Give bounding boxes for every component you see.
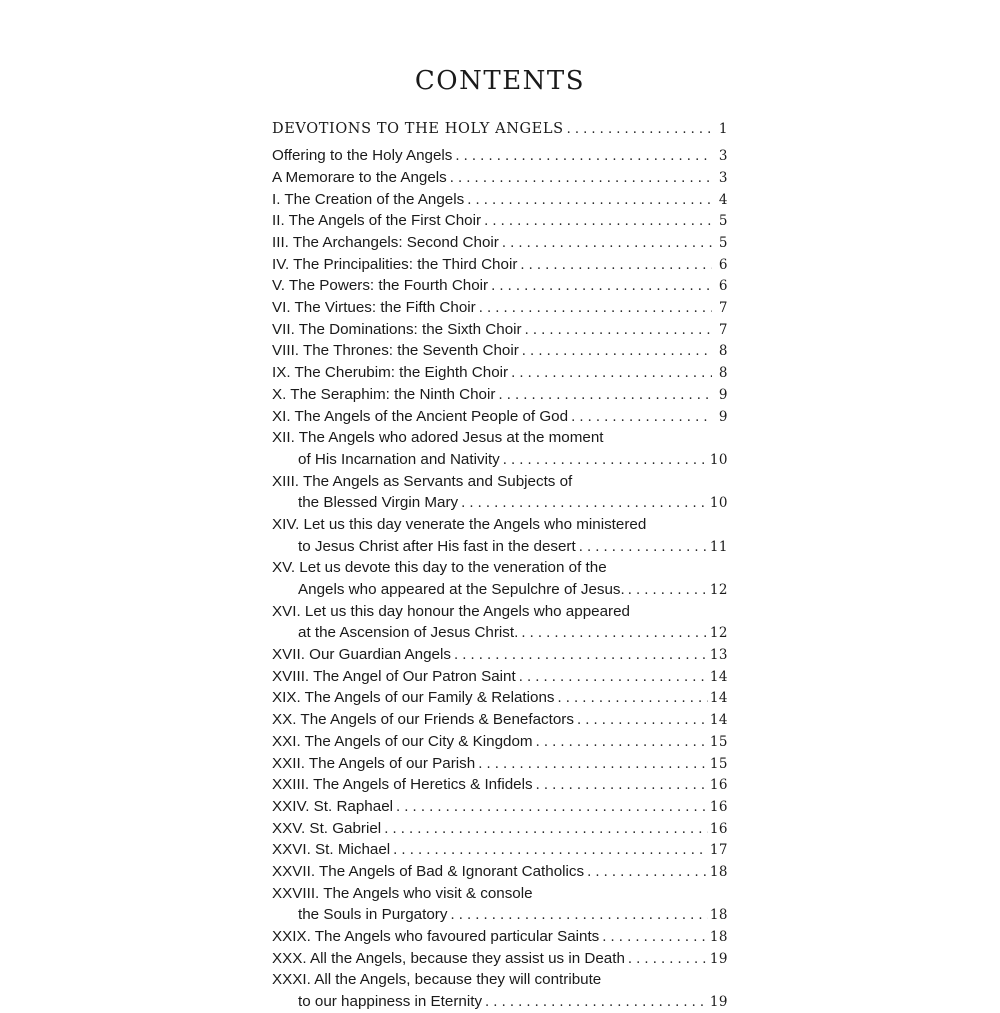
dot-leader (396, 797, 708, 818)
toc-line (272, 774, 728, 796)
dot-leader (577, 710, 708, 731)
toc-line (272, 167, 728, 189)
toc-entry-title: XXII. The Angels of our Parish (272, 754, 476, 772)
toc-entry (272, 687, 728, 709)
toc-line (272, 948, 728, 970)
toc-entry (272, 427, 728, 470)
toc-page-number: 16 (709, 777, 728, 794)
toc-entry-title: VIII. The Thrones: the Seventh Choir (272, 342, 519, 360)
toc-page-number: 13 (709, 647, 728, 664)
toc-page-number: 8 (718, 365, 728, 382)
toc-entry-title: II. The Angels of the First Choir (272, 212, 482, 230)
toc-page-number: 1 (718, 121, 728, 137)
toc-line (272, 319, 728, 341)
toc-line (272, 406, 728, 428)
toc-entry-title: XXIII. The Angels of Heretics & Infidels (272, 776, 533, 794)
toc-entry-title: XVII. Our Guardian Angels (272, 646, 451, 664)
dot-leader (628, 949, 708, 970)
toc-entry (272, 362, 728, 384)
toc-line (272, 471, 728, 493)
dot-leader (450, 905, 707, 926)
toc-page-number: 7 (718, 300, 728, 317)
toc-entry (272, 340, 728, 362)
toc-entry (272, 753, 728, 775)
toc-line (272, 622, 728, 644)
toc-line (272, 926, 728, 948)
toc-line (272, 687, 728, 709)
toc-entry (272, 384, 728, 406)
dot-leader (461, 493, 708, 514)
toc-entry-title: of His Incarnation and Nativity (298, 450, 500, 468)
toc-entry-title: A Memorare to the Angels (272, 168, 447, 186)
toc-page-number: 19 (709, 950, 728, 967)
toc-entry (272, 839, 728, 861)
toc-entry-title: XV. Let us devote this day to the veneration of the (272, 559, 607, 577)
toc-line (272, 579, 728, 601)
toc-page-number: 3 (718, 169, 728, 186)
toc-entry (272, 666, 728, 688)
dot-leader (628, 580, 708, 601)
dot-leader (455, 146, 712, 167)
toc-entry-title: at the Ascension of Jesus Christ. (298, 624, 519, 642)
toc-page-number: 6 (718, 278, 728, 295)
toc-page-number: 15 (709, 733, 728, 750)
toc-line (272, 384, 728, 406)
toc-page-number: 18 (709, 929, 728, 946)
toc-line (272, 861, 728, 883)
toc-entry-title: VI. The Virtues: the Fifth Choir (272, 299, 476, 317)
dot-leader (511, 363, 712, 384)
toc-entry-title: V. The Powers: the Fourth Choir (272, 277, 489, 295)
toc-page-number: 12 (709, 625, 728, 642)
dot-leader (521, 623, 707, 644)
toc-entry (272, 514, 728, 557)
toc-entry (272, 254, 728, 276)
toc-entry-title: III. The Archangels: Second Choir (272, 234, 499, 252)
toc-page-number: 17 (709, 842, 728, 859)
toc-line (272, 796, 728, 818)
toc-entry (272, 774, 728, 796)
toc-page-number: 14 (709, 668, 728, 685)
toc-entry-title: IX. The Cherubim: the Eighth Choir (272, 364, 509, 382)
toc-line (272, 514, 728, 536)
dot-leader (485, 992, 708, 1013)
toc-entry (272, 731, 728, 753)
toc-entry (272, 189, 728, 211)
dot-leader (503, 450, 708, 471)
toc-entry (272, 557, 728, 600)
toc-line (272, 340, 728, 362)
toc-entry (272, 883, 728, 926)
toc-line (272, 189, 728, 211)
toc-entry-title: IV. The Principalities: the Third Choir (272, 255, 518, 273)
page-title: CONTENTS (414, 66, 586, 96)
toc-line (272, 145, 728, 167)
toc-entry-title: I. The Creation of the Angels (272, 190, 465, 208)
toc-entry (272, 709, 728, 731)
toc-line (272, 709, 728, 731)
toc-entry-title: XX. The Angels of our Friends & Benefactors (272, 711, 574, 729)
toc-line (272, 297, 728, 319)
toc-page-number: 9 (718, 408, 728, 425)
toc-line (272, 818, 728, 840)
toc-entry (272, 601, 728, 644)
dot-leader (467, 190, 712, 211)
dot-leader (522, 341, 712, 362)
dot-leader (571, 407, 712, 428)
toc-entry (272, 471, 728, 514)
toc-entry (272, 297, 728, 319)
toc-page-number: 18 (709, 907, 728, 924)
toc-entry-title: XXV. St. Gabriel (272, 819, 382, 837)
toc-page-number: 3 (718, 148, 728, 165)
toc-entry-title: XXX. All the Angels, because they assist us in Death (272, 949, 625, 967)
toc-entry (272, 210, 728, 232)
toc-line (272, 536, 728, 558)
toc-page-number: 15 (709, 755, 728, 772)
toc-page-number: 18 (709, 863, 728, 880)
dot-leader (450, 168, 712, 189)
toc-entry-title: XIV. Let us this day venerate the Angels who ministered (272, 515, 647, 533)
toc-entry-title: to our happiness in Eternity (298, 993, 483, 1011)
toc-entry-title: Offering to the Holy Angels (272, 147, 453, 165)
dot-leader (384, 819, 708, 840)
toc-page-number: 5 (718, 235, 728, 252)
toc-line (272, 991, 728, 1013)
toc-entry (272, 145, 728, 167)
toc-line (272, 427, 728, 449)
dot-leader (519, 667, 708, 688)
toc-line (272, 601, 728, 623)
toc-line (272, 883, 728, 905)
toc-entry (272, 861, 728, 883)
dot-leader (498, 385, 712, 406)
toc-entry-title: XXIX. The Angels who favoured particular Saints (272, 928, 600, 946)
toc-line (272, 904, 728, 926)
toc-line (272, 666, 728, 688)
toc-entry-title: DEVOTIONS TO THE HOLY ANGELS (272, 121, 564, 137)
toc-line (272, 839, 728, 861)
toc-line (272, 644, 728, 666)
toc-page-number: 10 (709, 451, 728, 468)
toc-line (272, 119, 728, 139)
toc-line (272, 232, 728, 254)
toc-page-number: 8 (718, 343, 728, 360)
toc-entry-title: to Jesus Christ after His fast in the desert (298, 537, 576, 555)
dot-leader (536, 732, 708, 753)
dot-leader (558, 688, 708, 709)
toc-entry-title: XXXI. All the Angels, because they will contribute (272, 971, 602, 989)
toc-entry-title: the Blessed Virgin Mary (298, 494, 459, 512)
toc-entry-title: XIX. The Angels of our Family & Relations (272, 689, 555, 707)
dot-leader (525, 320, 712, 341)
toc-page-number: 16 (709, 798, 728, 815)
toc-entry-title: XXVI. St. Michael (272, 841, 391, 859)
toc-entry (272, 644, 728, 666)
toc-page-number: 19 (709, 994, 728, 1011)
toc-entry (272, 319, 728, 341)
toc-line (272, 753, 728, 775)
table-of-contents (272, 119, 728, 1013)
toc-entry-title: XXVII. The Angels of Bad & Ignorant Catholics (272, 862, 585, 880)
toc-entry-title: XVI. Let us this day honour the Angels who appeared (272, 602, 630, 620)
toc-page-number: 11 (709, 538, 728, 555)
toc-entry (272, 167, 728, 189)
toc-entry-title: XXI. The Angels of our City & Kingdom (272, 732, 533, 750)
toc-line (272, 275, 728, 297)
dot-leader (567, 120, 712, 139)
toc-entry-title: VII. The Dominations: the Sixth Choir (272, 320, 522, 338)
toc-line (272, 492, 728, 514)
dot-leader (502, 233, 712, 254)
toc-line (272, 731, 728, 753)
dot-leader (491, 276, 712, 297)
toc-page-number: 14 (709, 712, 728, 729)
toc-entry-title: X. The Seraphim: the Ninth Choir (272, 385, 496, 403)
toc-page-number: 16 (709, 820, 728, 837)
toc-entry-title: Angels who appeared at the Sepulchre of Jesus. (298, 581, 625, 599)
dot-leader (587, 862, 708, 883)
toc-entry-title: XVIII. The Angel of Our Patron Saint (272, 667, 516, 685)
toc-line (272, 362, 728, 384)
toc-page-number: 10 (709, 495, 728, 512)
toc-page-number: 6 (718, 256, 728, 273)
toc-page-number: 4 (718, 191, 728, 208)
toc-entry (272, 796, 728, 818)
toc-entry (272, 926, 728, 948)
dot-leader (520, 255, 712, 276)
toc-entry (272, 969, 728, 1012)
dot-leader (454, 645, 708, 666)
toc-entry-title: XII. The Angels who adored Jesus at the moment (272, 429, 604, 447)
toc-line (272, 557, 728, 579)
dot-leader (479, 298, 712, 319)
toc-entry-title: the Souls in Purgatory (298, 906, 448, 924)
toc-entry (272, 232, 728, 254)
toc-entry (272, 275, 728, 297)
contents-page (272, 0, 728, 1011)
toc-line (272, 969, 728, 991)
toc-line (272, 210, 728, 232)
toc-entry (272, 818, 728, 840)
toc-entry-title: XXIV. St. Raphael (272, 797, 394, 815)
toc-entry-title: XIII. The Angels as Servants and Subjects of (272, 472, 573, 490)
toc-entry-title: XXVIII. The Angels who visit & console (272, 884, 533, 902)
toc-page-number: 7 (718, 321, 728, 338)
toc-entry (272, 406, 728, 428)
dot-leader (602, 927, 708, 948)
dot-leader (579, 537, 708, 558)
toc-entry-title: XI. The Angels of the Ancient People of God (272, 407, 569, 425)
dot-leader (478, 754, 708, 775)
toc-page-number: 12 (709, 582, 728, 599)
toc-section-heading (272, 119, 728, 139)
toc-line (272, 449, 728, 471)
toc-entry (272, 948, 728, 970)
toc-page-number: 9 (718, 386, 728, 403)
dot-leader (393, 840, 708, 861)
toc-page-number: 5 (718, 213, 728, 230)
dot-leader (536, 775, 708, 796)
toc-page-number: 14 (709, 690, 728, 707)
toc-line (272, 254, 728, 276)
dot-leader (484, 211, 712, 232)
